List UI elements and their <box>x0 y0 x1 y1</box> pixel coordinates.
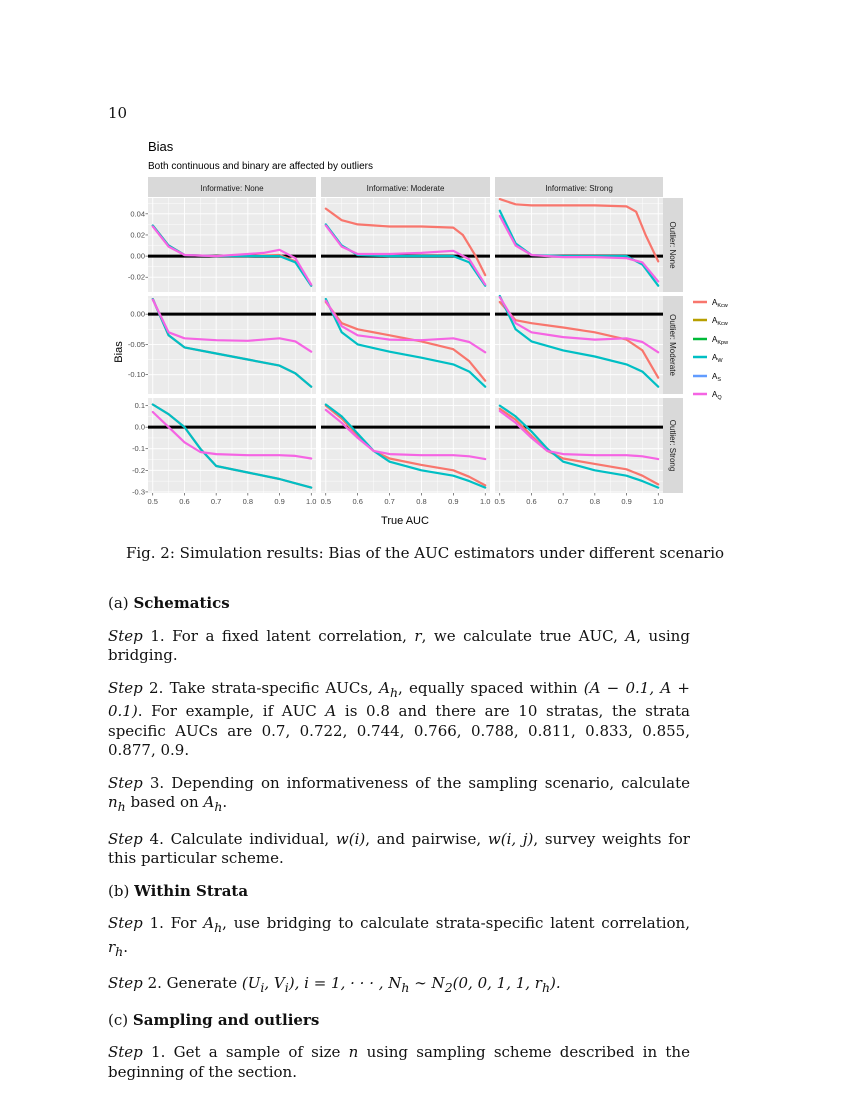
strip-col-label-1: Informative: Moderate <box>366 184 445 193</box>
page-number: 10 <box>108 104 128 122</box>
strip-row-label-0: Outlier: None <box>668 221 677 269</box>
y-tick-label: 0.00 <box>130 309 145 319</box>
step-c1: Step 1. Get a sample of size n using sampling scheme described in the beginning of the section. <box>108 1043 690 1081</box>
y-tick-label: -0.1 <box>132 444 145 454</box>
x-tick-label: 1.0 <box>306 497 317 506</box>
y-tick-label: -0.05 <box>127 339 145 349</box>
section-b-heading: (b) Within Strata <box>108 881 249 900</box>
x-tick-label: 0.7 <box>210 497 222 506</box>
strip-col-label-0: Informative: None <box>200 184 264 193</box>
y-tick-labels <box>128 209 148 496</box>
facet-panel <box>495 398 663 493</box>
x-tick-label: 0.9 <box>621 497 632 506</box>
y-tick-label: 0.1 <box>134 401 145 411</box>
facet-panel <box>321 296 490 394</box>
svg-text:AKcw: $A_{Kcw}$ <box>712 316 728 327</box>
y-tick-label: -0.3 <box>132 487 145 497</box>
x-tick-label: 0.5 <box>147 497 158 506</box>
svg-text:AW: $A_W$ <box>712 353 723 364</box>
y-tick-label: -0.02 <box>127 272 145 282</box>
y-tick-label: 0.00 <box>130 251 145 261</box>
x-tick-label: 0.8 <box>589 497 601 506</box>
x-tick-label: 1.0 <box>479 497 491 506</box>
y-tick-label: 0.04 <box>130 209 145 219</box>
x-tick-labels <box>148 493 664 506</box>
legend-item-3 <box>693 353 723 364</box>
x-tick-label: 0.9 <box>448 497 459 506</box>
x-tick-label: 0.5 <box>494 497 505 506</box>
step-b2: Step 2. Generate ($U_i$, $V_i$), i = 1, · · · , $N_h$ ∼ $N_2(0$, 0, 1, 1, $r_h$). <box>108 974 561 995</box>
legend-item-0 <box>693 298 728 309</box>
legend-item-1 <box>693 316 728 327</box>
y-tick-label: -0.10 <box>127 370 145 380</box>
x-tick-label: 0.9 <box>274 497 285 506</box>
svg-text:AKcw: $A_{Kcw}$ <box>712 298 728 309</box>
x-tick-label: 0.6 <box>179 497 190 506</box>
facet-panel <box>148 198 316 292</box>
y-tick-label: -0.2 <box>132 465 145 475</box>
chart-title: Bias <box>148 139 174 154</box>
y-tick-label: 0.0 <box>134 422 145 432</box>
section-c-heading: (c) Sampling and outliers <box>108 1010 320 1029</box>
svg-text:AQ: $A_Q$ <box>712 390 722 401</box>
facet-panel <box>321 198 490 292</box>
strip-col-label-2: Informative: Strong <box>545 184 613 193</box>
legend-item-5 <box>693 390 722 401</box>
step-b1: Step 1. For $A_h$, use bridging to calculate strata-specific latent correlation, $r_h$. <box>108 914 690 959</box>
strip-row-label-2: Outlier: Strong <box>668 419 677 472</box>
section-a-heading: (a) Schematics <box>108 594 230 612</box>
x-tick-label: 0.7 <box>384 497 395 506</box>
x-tick-label: 0.6 <box>352 497 363 506</box>
x-axis-label: True AUC <box>381 515 429 527</box>
strip-row-label-1: Outlier: Moderate <box>668 314 677 376</box>
chart-subtitle: Both continuous and binary are affected by outliers <box>148 161 373 172</box>
facet-panel <box>495 198 663 292</box>
figure-chart <box>100 130 729 530</box>
figure-caption: Fig. 2: Simulation results: Bias of the AUC estimators under different scenario <box>125 544 725 562</box>
step-a4: Step 4. Calculate individual, w(i), and pairwise, w(i, j), survey weights for this particular scheme. <box>108 829 690 867</box>
step-a3: Step 3. Depending on informativeness of the sampling scenario, calculate $n_h$ based on $A_h$. <box>108 773 690 814</box>
step-a1: Step 1. For a fixed latent correlation, r, we calculate true AUC, A, using bridging. <box>108 626 690 664</box>
facet-panel <box>495 296 663 394</box>
legend-item-4 <box>693 372 721 383</box>
x-tick-label: 0.8 <box>416 497 427 506</box>
svg-text:AS: $A_S$ <box>712 372 722 383</box>
facet-panel <box>148 296 316 394</box>
step-a2: Step 2. Take strata-specific AUCs, $A_h$, equally spaced within (A − 0.1, A + 0.1). For example, if AUC A is 0.8 and there are 10 stratas, the strata specific AUCs are 0.7, 0.722, 0.744, 0.766, 0.788, 0.811, 0.833, 0.855, 0.877, 0.9. <box>108 678 690 759</box>
legend-item-2 <box>693 335 728 346</box>
x-tick-label: 0.6 <box>526 497 537 506</box>
facet-panels <box>148 198 663 493</box>
facet-panel <box>148 398 316 493</box>
x-tick-label: 1.0 <box>653 497 664 506</box>
x-tick-label: 0.8 <box>242 497 254 506</box>
facet-panel <box>321 398 490 493</box>
svg-text:AKpw: $A_{Kpw}$ <box>712 335 729 346</box>
x-tick-label: 0.7 <box>557 497 569 506</box>
legend <box>693 298 728 401</box>
y-axis-label: Bias <box>113 341 125 363</box>
x-tick-label: 0.5 <box>320 497 332 506</box>
y-tick-label: 0.02 <box>130 230 145 240</box>
body-text <box>108 594 690 1095</box>
